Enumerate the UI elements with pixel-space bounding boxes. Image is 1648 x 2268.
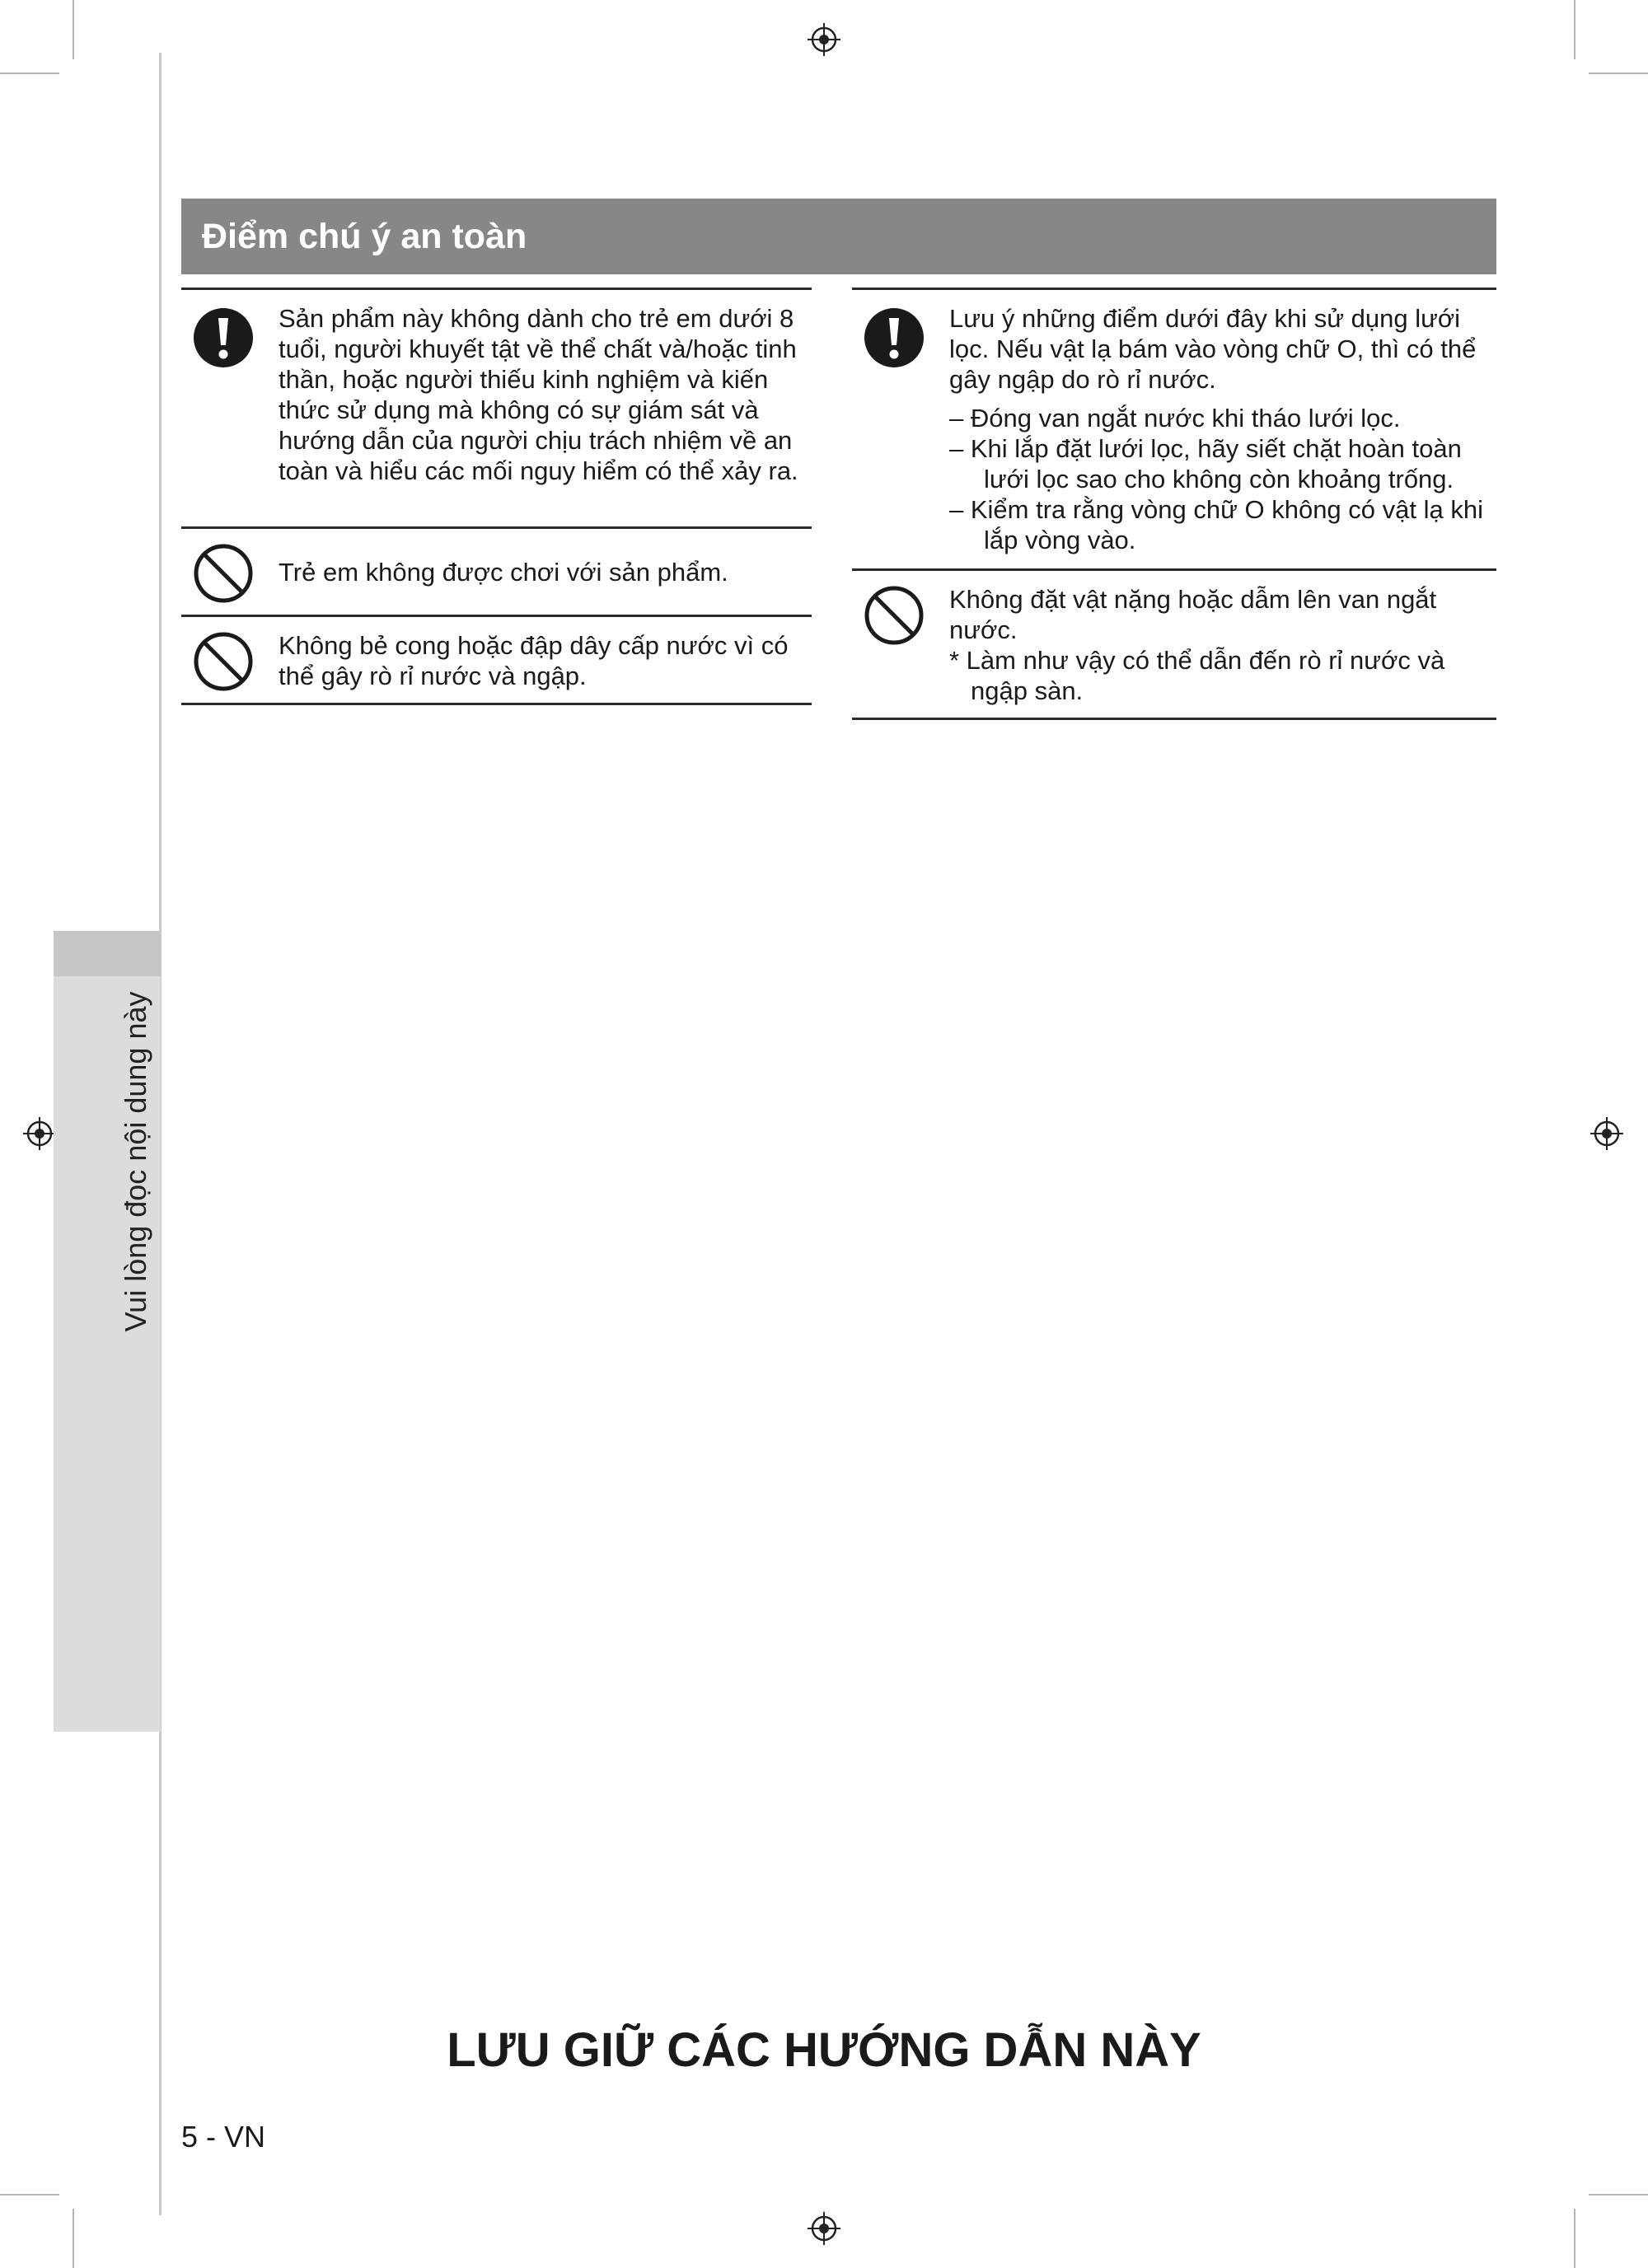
sub-item: – Kiểm tra rằng vòng chữ O không có vật lạ khi lắp vòng vào. <box>949 495 1483 554</box>
left-column <box>181 288 812 705</box>
right-column <box>852 288 1496 720</box>
exclamation-icon <box>863 306 925 369</box>
safety-item <box>852 571 1496 720</box>
crop-mark <box>1589 2194 1648 2196</box>
section-header <box>181 199 1496 274</box>
crop-mark <box>0 2194 59 2196</box>
registration-mark-icon <box>806 21 842 58</box>
crop-mark <box>1589 72 1648 74</box>
safety-item <box>181 290 812 529</box>
safety-item-text: Sản phẩm này không dành cho trẻ em dưới 8 tuổi, người khuyết tật về thể chất và/hoặc tinh thần, hoặc người thiếu kinh nghiệm và kiến thức sử dụng mà không có sự giám sát và hướng dẫn của người chịu trách nhiệm về an toàn và hiểu các mối nguy hiểm có thể xảy ra. <box>279 304 798 485</box>
bottom-title: LƯU GIỮ CÁC HƯỚNG DẪN NÀY <box>447 2023 1201 2077</box>
safety-item <box>181 529 812 617</box>
safety-item <box>852 290 1496 571</box>
prohibited-icon <box>863 584 925 647</box>
sub-item: – Khi lắp đặt lưới lọc, hãy siết chặt hoàn toàn lưới lọc sao cho không còn khoảng trống. <box>949 434 1462 493</box>
safety-note: * Làm như vậy có thể dẫn đến rò rỉ nước và ngập sàn. <box>949 646 1445 705</box>
crop-mark <box>73 0 74 59</box>
crop-mark <box>1574 0 1575 59</box>
safety-item-text: Lưu ý những điểm dưới đây khi sử dụng lưới lọc. Nếu vật lạ bám vào vòng chữ O, thì có thể gây ngập do rò rỉ nước. <box>949 304 1477 394</box>
section-title: Điểm chú ý an toàn <box>202 216 527 256</box>
crop-mark <box>0 72 59 74</box>
side-tab-label: Vui lòng đọc nội dung này <box>119 991 152 1332</box>
registration-mark-icon <box>21 1115 58 1152</box>
exclamation-icon <box>192 306 255 369</box>
prohibited-icon <box>192 630 255 693</box>
sub-item-list <box>949 403 1496 555</box>
safety-item <box>181 617 812 705</box>
registration-mark-icon <box>1589 1115 1625 1152</box>
registration-mark-icon <box>806 2210 842 2247</box>
safety-item-text: Không bẻ cong hoặc đập dây cấp nước vì có thể gây rò rỉ nước và ngập. <box>279 631 789 690</box>
side-tab-header <box>54 931 161 976</box>
page-number: 5 - VN <box>181 2120 266 2153</box>
safety-item-text: Không đặt vật nặng hoặc dẫm lên van ngắt nước. <box>949 585 1437 644</box>
crop-mark <box>1574 2209 1575 2268</box>
safety-item-text: Trẻ em không được chơi với sản phẩm. <box>279 558 728 587</box>
sub-item: – Đóng van ngắt nước khi tháo lưới lọc. <box>949 404 1401 433</box>
prohibited-icon <box>192 542 255 605</box>
crop-mark <box>73 2209 74 2268</box>
